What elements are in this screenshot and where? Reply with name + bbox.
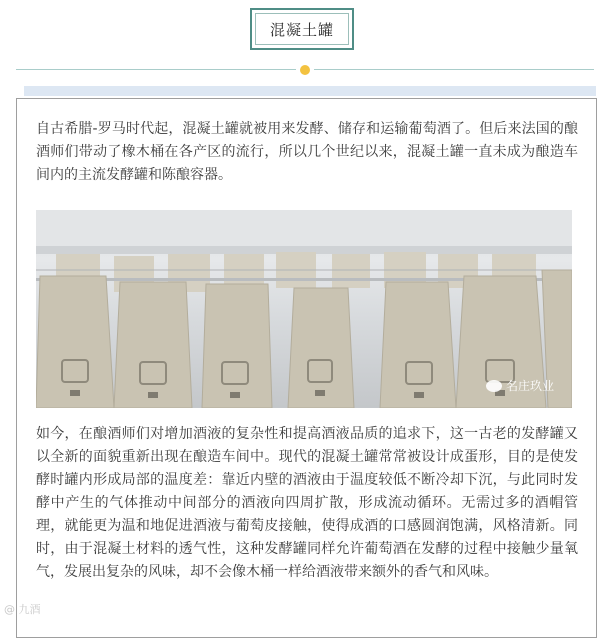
divider-right — [314, 69, 594, 70]
section-title: 混凝土罐 — [255, 13, 349, 45]
divider-left — [16, 69, 296, 70]
article-paragraph-2: 如今，在酿酒师们对增加酒液的复杂性和提高酒液品质的追求下，这一古老的发酵罐又以全新的面貌重新出现在酿造车间中。现代的混凝土罐常常被设计成蛋形，目的是使发酵时罐内形成局部的温度差：靠近内壁的酒液由于温度较低不断冷却下沉，与此同时发酵中产生的气体推动中间部分的酒液向四周扩散，形成流动循环。无需过多的酒帽管理，就能更为温和地促进酒液与葡萄皮接触，使得成酒的口感圆润饱满，风格清新。同时，由于混凝土材料的透气性，这种发酵罐同样允许葡萄酒在发酵的过程中接触少量氧气，发展出复杂的风味，却不会像木桶一样给酒液带来额外的香气和风味。 — [36, 426, 578, 580]
wechat-icon — [486, 380, 502, 392]
decorative-band — [24, 86, 596, 96]
photo-watermark — [486, 377, 554, 394]
divider-dot — [300, 65, 310, 75]
section-title-box — [250, 8, 354, 50]
photo-watermark-text: 名庄玖业 — [505, 379, 554, 393]
article-paragraph-1: 自古希腊-罗马时代起，混凝土罐就被用来发酵、储存和运输葡萄酒了。但后来法国的酿酒师们带动了橡木桶在各产区的流行，所以几个世纪以来，混凝土罐一直未成为酿造车间内的主流发酵罐和陈酿容器。 — [36, 121, 578, 183]
corner-watermark: @ 九酒 — [4, 603, 41, 616]
concrete-tanks-photo — [36, 210, 572, 408]
